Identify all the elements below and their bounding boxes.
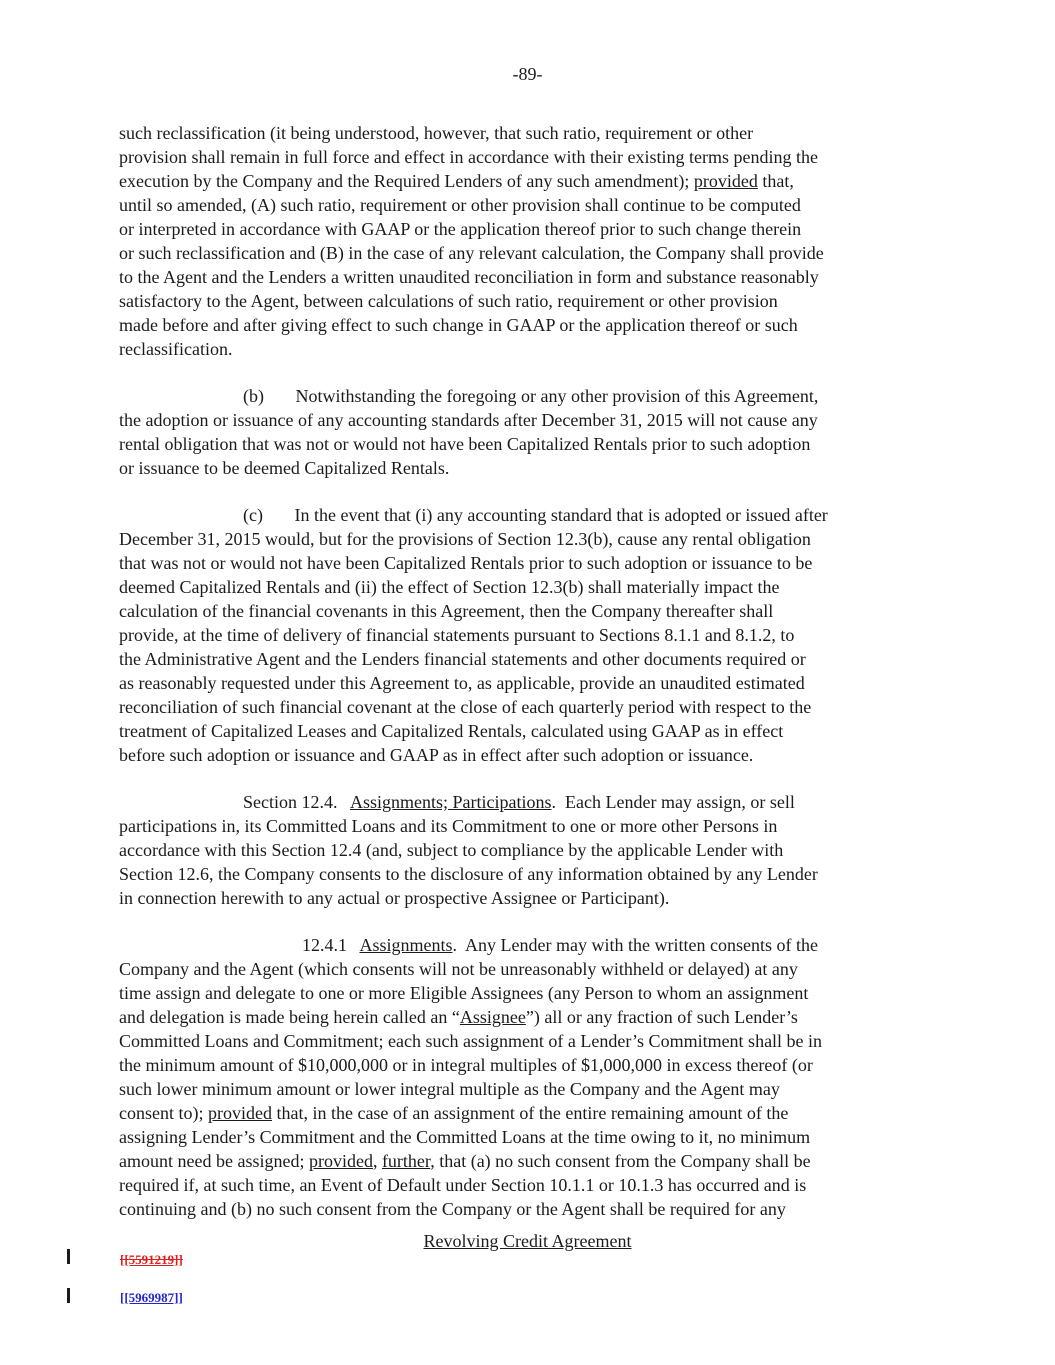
text-segment: 12.4.1 <box>302 935 360 955</box>
text-line <box>119 981 949 1005</box>
text-line <box>119 814 949 838</box>
text-line <box>119 1149 949 1173</box>
text-segment: such lower minimum amount or lower integral multiple as the Company and the Agent may <box>119 1079 780 1099</box>
underlined-term: Assignments <box>359 935 453 955</box>
text-segment: deemed Capitalized Rentals and (ii) the effect of Section 12.3(b) shall materially impact the <box>119 577 780 597</box>
text-line <box>119 1077 949 1101</box>
text-line <box>119 743 949 767</box>
text-segment: calculation of the financial covenants in this Agreement, then the Company thereafter shall <box>119 601 774 621</box>
text-line <box>119 193 949 217</box>
text-line <box>119 838 949 862</box>
paragraph <box>119 933 949 1221</box>
text-segment: (c) In the event that (i) any accounting standard that is adopted or issued after <box>243 505 828 525</box>
change-bar <box>67 1288 70 1303</box>
text-line <box>119 1101 949 1125</box>
text-line <box>119 217 949 241</box>
text-segment: that, in the case of an assignment of the entire remaining amount of the <box>271 1103 789 1123</box>
text-segment: as reasonably requested under this Agreement to, as applicable, provide an unaudited estimated <box>119 673 805 693</box>
text-segment: that was not or would not have been Capitalized Rentals prior to such adoption or issuance to be <box>119 553 813 573</box>
text-segment: , that (a) no such consent from the Company shall be <box>430 1151 811 1171</box>
text-line <box>119 1029 949 1053</box>
text-segment: Committed Loans and Commitment; each such assignment of a Lender’s Commitment shall be in <box>119 1031 823 1051</box>
underlined-term: further <box>381 1151 431 1171</box>
text-segment: or issuance to be deemed Capitalized Rentals. <box>119 458 450 478</box>
text-segment: provision shall remain in full force and effect in accordance with their existing terms pending the <box>119 147 818 167</box>
text-segment: the Administrative Agent and the Lenders financial statements and other documents required or <box>119 649 806 669</box>
text-segment: Company and the Agent (which consents will not be unreasonably withheld or delayed) at any <box>119 959 798 979</box>
text-line <box>119 1125 949 1149</box>
text-segment: assigning Lender’s Commitment and the Committed Loans at the time owing to it, no minimum <box>119 1127 811 1147</box>
text-line <box>119 599 949 623</box>
text-segment: to the Agent and the Lenders a written unaudited reconciliation in form and substance reasonably <box>119 267 819 287</box>
text-line <box>119 957 949 981</box>
text-line <box>119 289 949 313</box>
text-segment: that, <box>757 171 794 191</box>
document-body <box>119 121 949 1221</box>
change-bar <box>67 1249 70 1264</box>
text-segment: execution by the Company and the Required Lenders of any such amendment); <box>119 171 694 191</box>
text-line <box>119 432 949 456</box>
text-segment: or such reclassification and (B) in the case of any relevant calculation, the Company shall provide <box>119 243 824 263</box>
text-line <box>119 503 949 527</box>
text-line <box>119 1173 949 1197</box>
text-segment: required if, at such time, an Event of Default under Section 10.1.1 or 10.1.3 has occurred and is <box>119 1175 807 1195</box>
text-segment: reconciliation of such financial covenant at the close of each quarterly period with respect to the <box>119 697 812 717</box>
text-segment: in connection herewith to any actual or prospective Assignee or Participant). <box>119 888 670 908</box>
text-segment: before such adoption or issuance and GAAP as in effect after such adoption or issuance. <box>119 745 754 765</box>
text-line <box>119 623 949 647</box>
text-line <box>119 1053 949 1077</box>
text-line <box>119 527 949 551</box>
text-segment: the adoption or issuance of any accounting standards after December 31, 2015 will not cause any <box>119 410 818 430</box>
underlined-term: provided <box>693 171 758 191</box>
text-line <box>119 145 949 169</box>
text-segment: . Each Lender may assign, or sell <box>551 792 795 812</box>
text-line <box>119 1005 949 1029</box>
text-line <box>119 337 949 361</box>
text-line <box>119 647 949 671</box>
text-line <box>119 575 949 599</box>
text-line <box>119 551 949 575</box>
footer-title: Revolving Credit Agreement <box>423 1231 632 1251</box>
text-segment: and delegation is made being herein called an “ <box>119 1007 460 1027</box>
page-number: -89- <box>512 64 543 84</box>
text-line <box>119 265 949 289</box>
text-segment: amount need be assigned; <box>119 1151 309 1171</box>
text-line <box>119 671 949 695</box>
text-segment: the minimum amount of $10,000,000 or in integral multiples of $1,000,000 in excess thereof (or <box>119 1055 813 1075</box>
text-line <box>119 121 949 145</box>
text-line <box>119 886 949 910</box>
text-segment: or interpreted in accordance with GAAP or the application thereof prior to such change therein <box>119 219 802 239</box>
text-segment: made before and after giving effect to such change in GAAP or the application thereof or such <box>119 315 798 335</box>
text-segment: satisfactory to the Agent, between calculations of such ratio, requirement or other provision <box>119 291 778 311</box>
text-segment: accordance with this Section 12.4 (and, subject to compliance by the applicable Lender with <box>119 840 784 860</box>
text-line <box>119 169 949 193</box>
text-line <box>119 384 949 408</box>
text-segment: consent to); <box>119 1103 208 1123</box>
text-segment: participations in, its Committed Loans and its Commitment to one or more other Persons in <box>119 816 778 836</box>
text-segment: (b) Notwithstanding the foregoing or any other provision of this Agreement, <box>243 386 819 406</box>
text-segment: December 31, 2015 would, but for the provisions of Section 12.3(b), cause any rental obligation <box>119 529 811 549</box>
paragraph <box>119 790 949 910</box>
text-segment: time assign and delegate to one or more Eligible Assignees (any Person to whom an assignment <box>119 983 809 1003</box>
text-line <box>119 933 949 957</box>
paragraph <box>119 384 949 480</box>
text-segment: , <box>372 1151 382 1171</box>
underlined-term: Assignee <box>459 1007 526 1027</box>
text-line <box>119 1197 949 1221</box>
text-line <box>119 695 949 719</box>
underlined-term: Assignments; Participations <box>350 792 552 812</box>
text-line <box>119 408 949 432</box>
text-segment: Section 12.4. <box>243 792 350 812</box>
text-segment: treatment of Capitalized Leases and Capitalized Rentals, calculated using GAAP as in effect <box>119 721 784 741</box>
text-line <box>119 313 949 337</box>
underlined-term: provided <box>207 1103 272 1123</box>
text-segment: Section 12.6, the Company consents to the disclosure of any information obtained by any Lender <box>119 864 818 884</box>
text-line <box>119 790 949 814</box>
text-line <box>119 719 949 743</box>
text-line <box>119 862 949 886</box>
text-segment: such reclassification (it being understood, however, that such ratio, requirement or other <box>119 123 754 143</box>
text-segment: until so amended, (A) such ratio, requirement or other provision shall continue to be computed <box>119 195 801 215</box>
text-segment: . Any Lender may with the written consents of the <box>452 935 818 955</box>
text-segment: provide, at the time of delivery of financial statements pursuant to Sections 8.1.1 and 8.1.2, to <box>119 625 795 645</box>
text-segment: ”) all or any fraction of such Lender’s <box>525 1007 798 1027</box>
text-segment: rental obligation that was not or would not have been Capitalized Rentals prior to such adoption <box>119 434 811 454</box>
paragraph <box>119 121 949 361</box>
revision-tag-deleted: [[5591219]] <box>120 1252 183 1267</box>
paragraph <box>119 503 949 767</box>
underlined-term: provided <box>308 1151 373 1171</box>
text-line <box>119 456 949 480</box>
revision-tag-inserted: [[5969987]] <box>120 1290 183 1305</box>
text-segment: continuing and (b) no such consent from the Company or the Agent shall be required for any <box>119 1199 786 1219</box>
text-line <box>119 241 949 265</box>
text-segment: reclassification. <box>119 339 233 359</box>
